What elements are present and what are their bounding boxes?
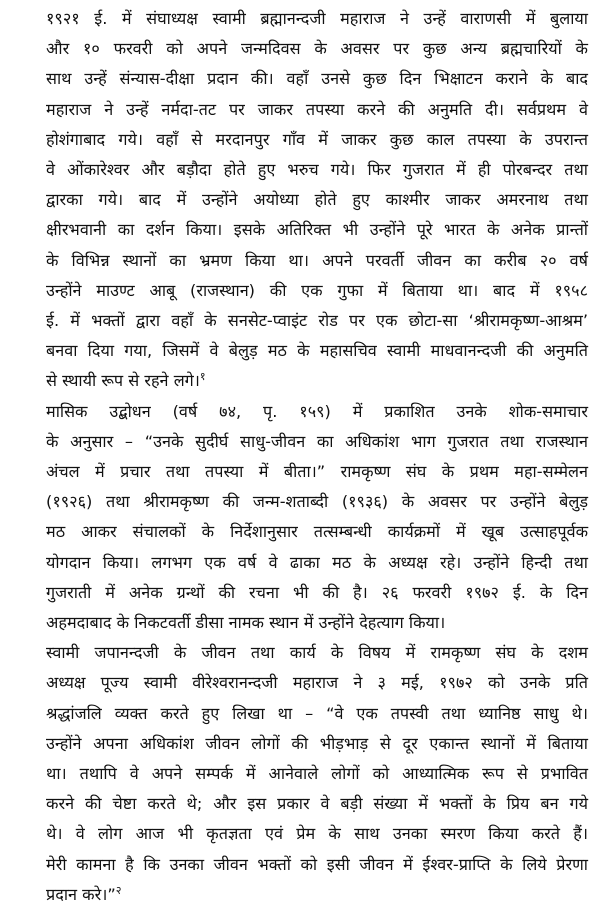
text-line: होशंगाबाद गये। वहाँ से मरदानपुर गाँव में जाकर कुछ काल तपस्या के उपरान्त xyxy=(46,129,588,149)
text-line: गुजराती में अनेक ग्रन्थों की रचना भी की है। २६ फरवरी १९७२ ई. के दिन xyxy=(46,582,588,602)
paragraph-2 xyxy=(12,397,588,639)
text-line: मठ आकर संचालकों के निर्देशानुसार तत्सम्बन्धी कार्यक्रमों में खूब उत्साहपूर्वक xyxy=(46,522,588,542)
text-line: था। तथापि वे अपने सम्पर्क में आनेवाले लोगों को आध्यात्मिक रूप से प्रभावित xyxy=(46,764,588,784)
text-line: द्वारका गये। बाद में उन्होंने अयोध्या होते हुए काश्मीर जाकर अमरनाथ तथा xyxy=(46,190,588,210)
text-line: मासिक उद्बोधन (वर्ष ७४, पृ. १५९) में प्रकाशित उनके शोक-समाचार xyxy=(46,401,588,421)
text-line: वे ओंकारेश्वर और बड़ौदा होते हुए भरुच गये। फिर गुजरात में ही पोरबन्दर तथा xyxy=(46,160,588,180)
text-line: साथ उन्हें संन्यास-दीक्षा प्रदान की। वहाँ उनसे कुछ दिन भिक्षाटन कराने के बाद xyxy=(46,69,588,89)
text-line: श्रद्धांजलि व्यक्त करते हुए लिखा था – “वे एक तपस्वी तथा ध्यानिष्ठ साधु थे। xyxy=(46,703,588,723)
text-line: बनवा दिया गया, जिसमें वे बेलुड़ मठ के महासचिव स्वामी माधवानन्दजी की अनुमति xyxy=(46,341,588,361)
text-line: के विभिन्न स्थानों का भ्रमण किया था। अपने परवर्ती जीवन का करीब २० वर्ष xyxy=(46,250,588,270)
text-line: १९२१ ई. में संघाध्यक्ष स्वामी ब्रह्मानन्दजी महाराज ने उन्हें वाराणसी में बुलाया xyxy=(46,9,588,28)
text-line-content: प्रदान करे।” xyxy=(46,884,116,904)
text-line: स्वामी जपानन्दजी के जीवन तथा कार्य के विषय में रामकृष्ण संघ के दशम xyxy=(46,643,588,663)
paragraph-1 xyxy=(12,4,588,397)
text-line: और १० फरवरी को अपने जन्मदिवस के अवसर पर कुछ अन्य ब्रह्मचारियों के xyxy=(46,39,588,59)
text-line: उन्होंने अपना अधिकांश जीवन लोगों की भीड़भाड़ से दूर एकान्त स्थानों में बिताया xyxy=(46,733,588,753)
text-line-last xyxy=(12,366,588,396)
text-line-last xyxy=(12,880,588,910)
text-line-last: अहमदाबाद के निकटवर्ती डीसा नामक स्थान में उन्होंने देहत्याग किया। xyxy=(46,613,446,633)
text-line: मेरी कामना है कि उनका जीवन भक्तों को इसी जीवन में ईश्वर-प्राप्ति के लिये प्रेरणा xyxy=(46,854,588,874)
text-line: करने की चेष्टा करते थे; और इस प्रकार वे बड़ी संख्या में भक्तों के प्रिय बन गये xyxy=(46,794,588,814)
text-line: (१९२६) तथा श्रीरामकृष्ण की जन्म-शताब्दी (१९३६) के अवसर पर उन्होंने बेलुड़ xyxy=(46,492,588,512)
text-line-content: से स्थायी रूप से रहने लगे। xyxy=(46,371,200,391)
text-line: थे। वे लोग आज भी कृतज्ञता एवं प्रेम के साथ उनका स्मरण किया करते हैं। xyxy=(46,824,588,844)
text-line: अंचल में प्रचार तथा तपस्या में बीता।” रामकृष्ण संघ के प्रथम महा-सम्मेलन xyxy=(46,462,588,482)
text-line: ई. में भक्तों द्वारा वहाँ के सनसेट-प्वाइंट रोड पर एक छोटा-सा ‘श्रीरामकृष्ण-आश्रम’ xyxy=(46,311,588,331)
footnote-marker: २ xyxy=(115,883,122,897)
text-line: अध्यक्ष पूज्य स्वामी वीरेश्वरानन्दजी महाराज ने ३ मई, १९७२ को उनके प्रति xyxy=(46,673,588,693)
text-line: उन्होंने माउण्ट आबू (राजस्थान) की एक गुफा में बिताया था। बाद में १९५८ xyxy=(46,280,588,300)
paragraph-3 xyxy=(12,638,588,910)
text-line: महाराज ने उन्हें नर्मदा-तट पर जाकर तपस्या करने की अनुमति दी। सर्वप्रथम वे xyxy=(46,99,588,119)
text-line: योगदान किया। लगभग एक वर्ष वे ढाका मठ के अध्यक्ष रहे। उन्होंने हिन्दी तथा xyxy=(46,552,588,572)
footnote-marker: १ xyxy=(199,370,206,384)
text-line: के अनुसार – “उनके सुदीर्घ साधु-जीवन का अधिकांश भाग गुजरात तथा राजस्थान xyxy=(46,431,588,451)
text-line: क्षीरभवानी का दर्शन किया। इसके अतिरिक्त भी उन्होंने पूरे भारत के अनेक प्रान्तों xyxy=(46,220,588,240)
